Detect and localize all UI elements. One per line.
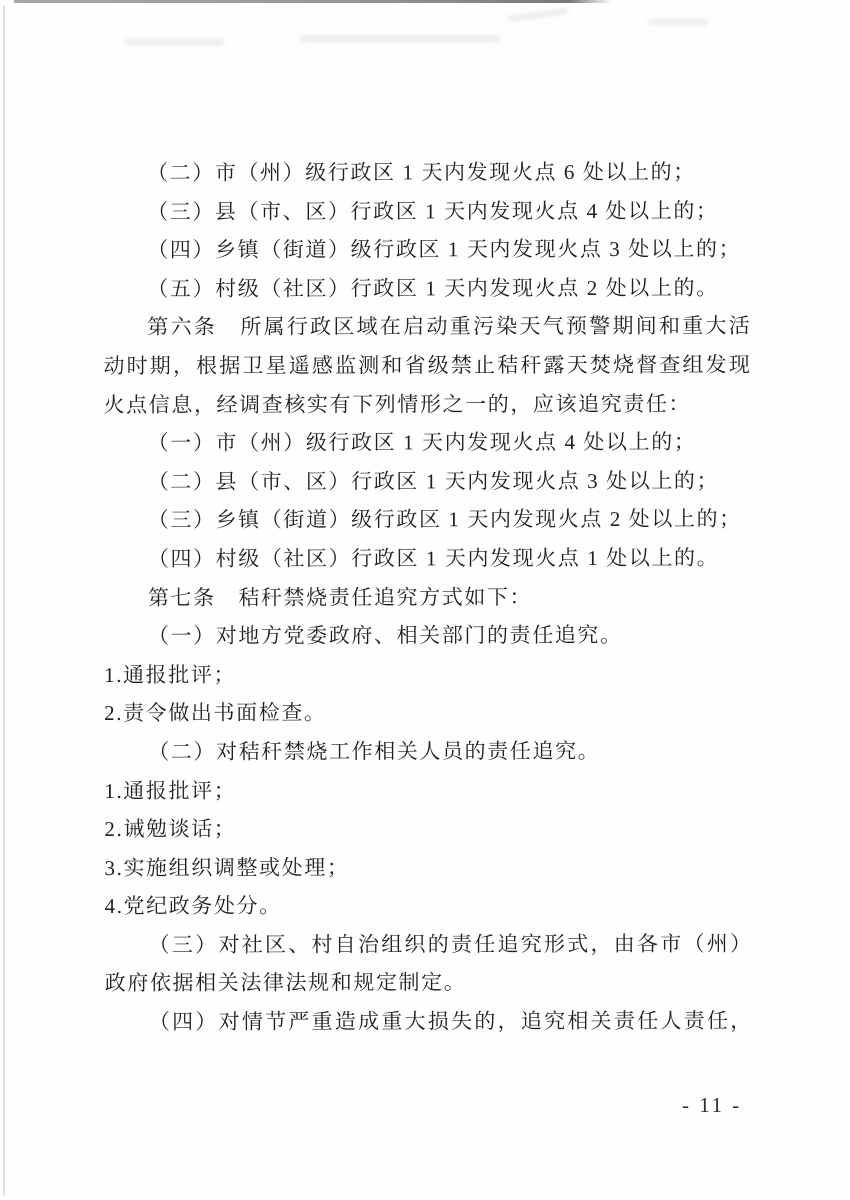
scan-smudge: [508, 8, 568, 22]
document-line: （二）市（州）级行政区 1 天内发现火点 6 处以上的；: [147, 159, 696, 185]
document-line: （四）乡镇（街道）级行政区 1 天内发现火点 3 处以上的；: [147, 236, 742, 263]
document-line: （四）对情节严重造成重大损失的，追究相关责任人责任，: [148, 1008, 753, 1034]
document-line-numbered-item: 1.通报批评；: [104, 778, 237, 803]
scan-smudge: [648, 19, 708, 25]
document-line: （三）对社区、村自治组织的责任追究形式，由各市（州）: [148, 931, 753, 957]
document-line: （三）县（市、区）行政区 1 天内发现火点 4 处以上的；: [147, 198, 719, 224]
document-line: 动时期，根据卫星遥感监测和省级禁止秸秆露天焚烧督查组发现: [103, 352, 752, 378]
document-line: （三）乡镇（街道）级行政区 1 天内发现火点 2 处以上的；: [147, 507, 742, 533]
document-body: [103, 153, 753, 1042]
document-line-numbered-item: 2.责令做出书面检查。: [104, 700, 327, 726]
document-line: （一）市（州）级行政区 1 天内发现火点 4 处以上的；: [147, 429, 697, 456]
scan-top-edge-artifact: [14, 0, 612, 3]
document-line: 火点信息，经调查核实有下列情形之一的，应该追究责任：: [103, 391, 692, 417]
document-line: （一）对地方党委政府、相关部门的责任追究。: [147, 623, 623, 649]
scan-smudge: [125, 39, 225, 45]
document-line-article-6-heading: 第六条 所属行政区域在启动重污染天气预警期间和重大活: [147, 314, 752, 340]
document-line-numbered-item: 4.党纪政务处分。: [104, 893, 282, 919]
document-line-article-7-heading: 第七条 秸秆禁烧责任追究方式如下：: [147, 584, 533, 610]
page-number: - 11 -: [682, 1093, 742, 1117]
scan-left-edge-artifact: [3, 6, 5, 1196]
document-line: （四）村级（社区）行政区 1 天内发现火点 1 处以上的。: [147, 545, 720, 571]
document-line-numbered-item: 1.通报批评；: [104, 662, 237, 687]
document-line: 政府依据相关法律法规和规定制定。: [104, 970, 467, 996]
document-line: （二）对秸秆禁烧工作相关人员的责任追究。: [148, 738, 601, 764]
scan-smudge: [300, 35, 500, 42]
document-line-numbered-item: 3.实施组织调整或处理；: [104, 855, 350, 880]
document-line: （五）村级（社区）行政区 1 天内发现火点 2 处以上的。: [147, 275, 719, 301]
document-line-numbered-item: 2.诫勉谈话；: [104, 816, 237, 842]
document-line: （二）县（市、区）行政区 1 天内发现火点 3 处以上的；: [147, 468, 720, 494]
